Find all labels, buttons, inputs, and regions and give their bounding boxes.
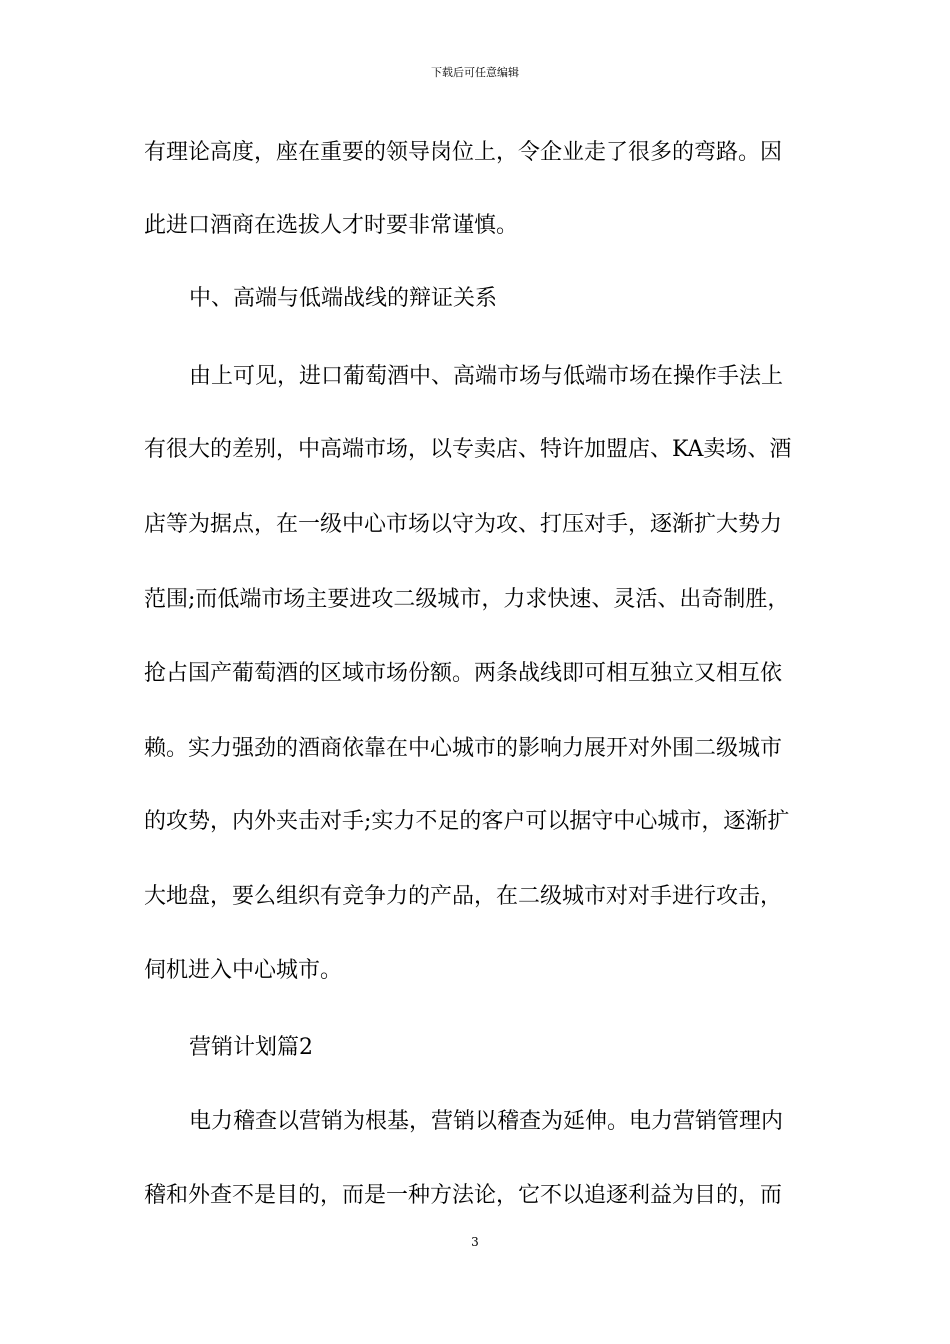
page-number: 3 (471, 1235, 479, 1249)
paragraph-line-8: 大地盘，要么组织有竞争力的产品，在二级城市对对手进行攻击， (144, 884, 783, 909)
paragraph-line-9: 伺机进入中心城市。 (144, 958, 343, 983)
paragraph-2-line-1: 电力稽查以营销为根基，营销以稽查为延伸。电力营销管理内 (189, 1109, 784, 1134)
section-heading-1: 中、高端与低端战线的辩证关系 (189, 286, 498, 311)
paragraph-line-6: 赖。实力强劲的酒商依靠在中心城市的影响力展开对外围二级城市 (144, 736, 783, 761)
page-header: 下载后可任意编辑 (431, 66, 519, 79)
body-line-2: 此进口酒商在选拔人才时要非常谨慎。 (144, 213, 519, 238)
paragraph-line-4: 范围;而低端市场主要进攻二级城市，力求快速、灵活、出奇制胜， (144, 587, 790, 612)
paragraph-line-5: 抢占国产葡萄酒的区域市场份额。两条战线即可相互独立又相互依 (144, 661, 783, 686)
paragraph-2-line-2: 稽和外查不是目的，而是一种方法论，它不以追逐利益为目的，而 (144, 1183, 783, 1208)
paragraph-line-1: 由上可见，进口葡萄酒中、高端市场与低端市场在操作手法上 (189, 364, 784, 389)
body-line-1: 有理论高度，座在重要的领导岗位上，令企业走了很多的弯路。因 (144, 140, 783, 165)
paragraph-line-7: 的攻势，内外夹击对手;实力不足的客户可以据守中心城市，逐渐扩 (144, 809, 790, 834)
paragraph-line-3: 店等为据点，在一级中心市场以守为攻、打压对手，逐渐扩大势力 (144, 512, 783, 537)
paragraph-line-2: 有很大的差别，中高端市场，以专卖店、特许加盟店、KA卖场、酒 (144, 437, 792, 462)
section-heading-2: 营销计划篇2 (189, 1035, 313, 1060)
